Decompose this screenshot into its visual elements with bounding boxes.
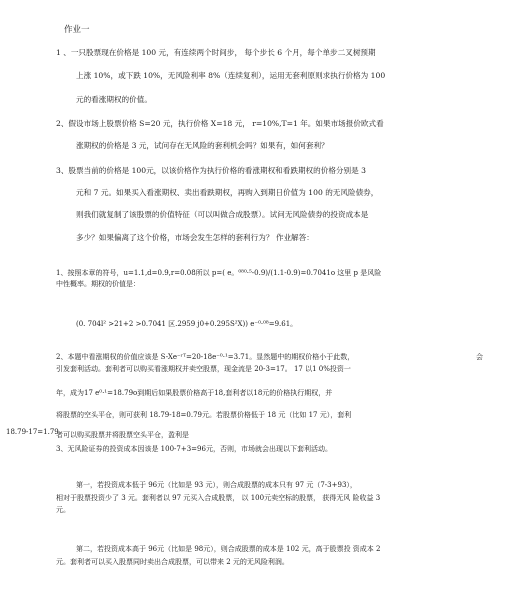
text-line: 元和 7 元。如果买入看涨期权、卖出看跌期权，再购入到期日价值为 100 的无风险债券，: [76, 188, 379, 197]
text-line: 2、假设市场上股票价格 S=20 元，执行价格 X=18 元， r=10%,T=1 年。如果市场报价欧式看: [56, 119, 384, 128]
text-line: 1、按照本章的符号，u=1.1,d=0.9,r=0.08所以 p=( e。⁰⁸⁰·⁵-0.9)/(1.1-0.9)=0.7041o 这里 p 是风险: [56, 269, 382, 277]
text-line-offset: 18.79-17=1.79: [6, 428, 59, 436]
text-line: 年，成为17 e⁰·¹=18.79o到期后如果股票价格高于18,套利者以18元的价格执行期权，并: [56, 389, 333, 397]
text-line: 引发套利活动。套利者可以购买看涨期权并卖空股票，现金流是 20-3=17。 17 以1 0%投资一: [56, 365, 351, 373]
text-line: 相对于股票投资少了 3 元。套利者以 97 元买入合成股票， 以 100元卖空标的股票， 获得无风 险收益 3: [56, 494, 381, 502]
text-line: 中性概率。期权的价值是：: [56, 280, 140, 288]
text-line: 多少？如果偏离了这个价格，市场会发生怎样的套利行为？ 作业解答：: [76, 233, 314, 242]
doc-title: 作业一: [64, 25, 90, 35]
text-line: 3、无风险证券的投资成本因该是 100-7+3=96元，否则，市场就会出现以下套利活动。: [56, 445, 332, 453]
text-line: 第一，若投资成本低于 96元（比如是 93 元），则合成股票的成本只有 97 元（7-3+93），: [76, 481, 357, 489]
text-line: 元。套利者可以买入股票同时卖出合成股票，可以带来 2 元的无风险利润。: [56, 558, 289, 566]
text-line: 会: [476, 353, 483, 361]
formula-line: (0. 704l² >21+2 >0.7041 区.2959 j0+0.295S²X)) e⁻⁰·⁰⁸=9.61。: [76, 320, 298, 328]
text-line: 将股票的空头平仓，则可获利 18.79-18=0.79元。若股票价格低于 18 元（比如 17 元），套利: [56, 411, 352, 419]
text-line: 2、本题中看涨期权的价值应该是 S-Xe⁻ʳᵀ=20-18e⁻⁰·¹=3.71。显然题中的期权价格小于此数，: [56, 353, 355, 361]
text-line: 则我们就复制了该股票的价值特征（可以叫做合成股票）。试问无风险债券的投资成本是: [76, 210, 369, 219]
text-line: 者可以购买股票并将股票空头平仓，盈利是: [56, 431, 189, 439]
text-line: 1 、一只股票现在价格是 100 元，有连续两个时间步， 每个步长 6 个月，每个单步二叉树预期: [56, 48, 376, 57]
text-line: 第二，若投资成本高于 96元（比如是 98元），则合成股票的成本是 102 元，高于股票投 资成本 2: [76, 545, 381, 553]
text-line: 上涨 10%，或下跌 10%，无风险利率 8%（连续复利），运用无套利原则求执行价格为 100: [76, 71, 386, 80]
text-line: 涨期权的价格是 3 元，试问存在无风险的套利机会吗？如果有，如何套利？: [76, 141, 329, 150]
text-line: 元的看涨期权的价值。: [76, 95, 152, 104]
text-line: 3、股票当前的价格是 100元，以该价格作为执行价格的看涨期权和看跌期权的价格分别是 3: [56, 166, 366, 175]
text-line: 元。: [56, 506, 70, 514]
